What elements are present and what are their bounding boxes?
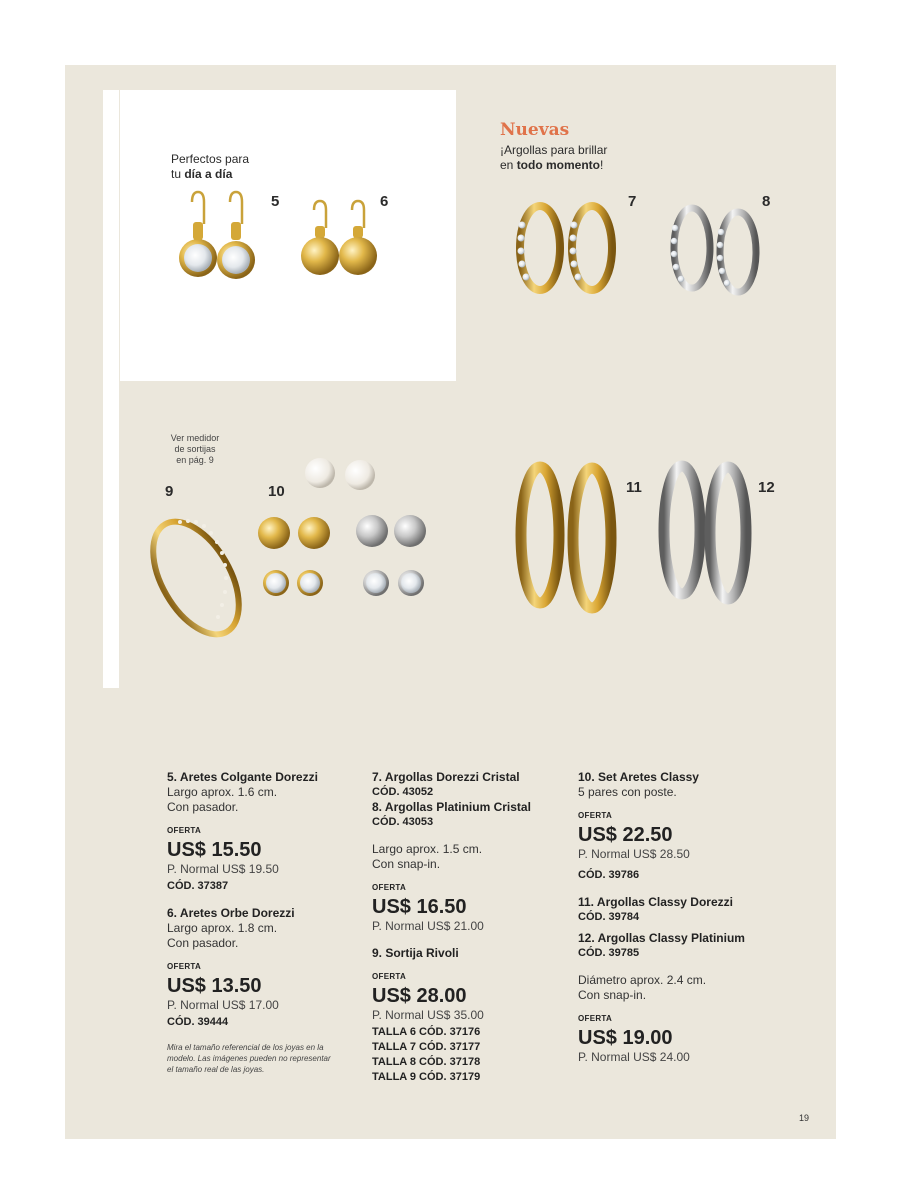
earring-8-pair bbox=[671, 208, 756, 292]
earrings-10-set bbox=[258, 458, 426, 596]
product-number-12: 12 bbox=[758, 479, 775, 496]
earring-7-pair bbox=[518, 206, 613, 290]
product-5-normal-price: P. Normal US$ 19.50 bbox=[167, 862, 279, 876]
panel2-caption bbox=[500, 143, 607, 173]
product-11-12-normal-price: P. Normal US$ 24.00 bbox=[578, 1050, 690, 1064]
product-10-name: 10. Set Aretes Classy bbox=[578, 770, 699, 784]
product-12-code: CÓD. 39785 bbox=[578, 947, 640, 959]
product-6-code: CÓD. 39444 bbox=[167, 1016, 229, 1028]
product-7-code: CÓD. 43052 bbox=[372, 786, 434, 798]
ring-note-line3: en pág. 9 bbox=[176, 455, 214, 465]
ring-note-line1: Ver medidor bbox=[170, 433, 220, 443]
panel1-caption-line2-bold: día a día bbox=[184, 167, 233, 181]
product-7-8-length: Largo aprox. 1.5 cm. bbox=[372, 842, 483, 856]
product-number-9: 9 bbox=[165, 483, 174, 500]
product-5-price: US$ 15.50 bbox=[167, 839, 262, 861]
product-5-name: 5. Aretes Colgante Dorezzi bbox=[167, 770, 318, 784]
product-5-closure: Con pasador. bbox=[167, 800, 239, 814]
earring-5-right bbox=[217, 192, 255, 279]
product-column-2 bbox=[372, 770, 562, 1085]
product-number-8: 8 bbox=[762, 193, 771, 210]
product-number-6: 6 bbox=[380, 193, 389, 210]
panel1-caption-line2-prefix: tu bbox=[171, 167, 185, 181]
earring-6-left bbox=[301, 201, 339, 275]
ring-size-note bbox=[165, 433, 225, 466]
product-number-7: 7 bbox=[628, 193, 637, 210]
earring-12-pair bbox=[664, 466, 746, 599]
earring-5-left bbox=[179, 192, 217, 277]
product-7-8-offer-label: OFERTA bbox=[372, 883, 407, 892]
product-12-name: 12. Argollas Classy Platinium bbox=[578, 931, 745, 945]
product-11-12-price: US$ 19.00 bbox=[578, 1027, 673, 1049]
product-11-12-offer-label: OFERTA bbox=[578, 1014, 613, 1023]
product-7-8-closure: Con snap-in. bbox=[372, 857, 441, 871]
product-9-size8-code: TALLA 8 CÓD. 37178 bbox=[372, 1056, 481, 1068]
product-column-1 bbox=[167, 770, 357, 1075]
product-6-price: US$ 13.50 bbox=[167, 975, 262, 997]
earring-11-pair bbox=[521, 467, 611, 608]
product-11-code: CÓD. 39784 bbox=[578, 911, 640, 923]
product-7-8-price: US$ 16.50 bbox=[372, 896, 467, 918]
product-10-offer-label: OFERTA bbox=[578, 811, 613, 820]
earring-6-right bbox=[339, 201, 377, 275]
size-disclaimer: Mira el tamaño referencial de los joyas en la modelo. Las imágenes pueden no representar el tamaño real de las joyas. bbox=[167, 1043, 331, 1074]
product-number-11: 11 bbox=[626, 479, 642, 496]
panel1-caption-line1: Perfectos para bbox=[171, 152, 250, 166]
product-9-size9-code: TALLA 9 CÓD. 37179 bbox=[372, 1071, 481, 1083]
product-6-offer-label: OFERTA bbox=[167, 962, 202, 971]
product-number-10: 10 bbox=[268, 483, 285, 500]
product-10-desc: 5 pares con poste. bbox=[578, 785, 677, 799]
product-11-12-closure: Con snap-in. bbox=[578, 988, 647, 1002]
panel2-caption-line2-suffix: ! bbox=[600, 158, 604, 172]
product-7-name: 7. Argollas Dorezzi Cristal bbox=[372, 770, 520, 784]
product-number-5: 5 bbox=[271, 193, 280, 210]
product-11-name: 11. Argollas Classy Dorezzi bbox=[578, 895, 733, 909]
product-9-name: 9. Sortija Rivoli bbox=[372, 946, 459, 960]
product-6-normal-price: P. Normal US$ 17.00 bbox=[167, 998, 279, 1012]
product-5-offer-label: OFERTA bbox=[167, 826, 202, 835]
product-10-price: US$ 22.50 bbox=[578, 824, 673, 846]
product-9-offer-label: OFERTA bbox=[372, 972, 407, 981]
product-8-code: CÓD. 43053 bbox=[372, 816, 434, 828]
panel2-caption-line1: ¡Argollas para brillar bbox=[500, 143, 608, 157]
product-6-length: Largo aprox. 1.8 cm. bbox=[167, 921, 278, 935]
ring-note-line2: de sortijas bbox=[174, 444, 216, 454]
product-8-name: 8. Argollas Platinium Cristal bbox=[372, 800, 531, 814]
product-9-size6-code: TALLA 6 CÓD. 37176 bbox=[372, 1026, 481, 1038]
ring-9 bbox=[136, 507, 257, 648]
product-10-normal-price: P. Normal US$ 28.50 bbox=[578, 847, 690, 861]
product-5-length: Largo aprox. 1.6 cm. bbox=[167, 785, 278, 799]
panel2-caption-line2-bold: todo momento bbox=[516, 158, 601, 172]
product-11-12-diameter: Diámetro aprox. 2.4 cm. bbox=[578, 973, 707, 987]
product-10-code: CÓD. 39786 bbox=[578, 869, 640, 881]
page-number: 19 bbox=[799, 1113, 810, 1123]
product-6-name: 6. Aretes Orbe Dorezzi bbox=[167, 906, 295, 920]
product-9-price: US$ 28.00 bbox=[372, 985, 467, 1007]
product-6-closure: Con pasador. bbox=[167, 936, 239, 950]
product-5-code: CÓD. 37387 bbox=[167, 880, 229, 892]
panel2-caption-line2-prefix: en bbox=[500, 158, 517, 172]
product-column-3 bbox=[578, 770, 778, 1065]
product-9-normal-price: P. Normal US$ 35.00 bbox=[372, 1008, 484, 1022]
product-9-size7-code: TALLA 7 CÓD. 37177 bbox=[372, 1041, 481, 1053]
new-products-headline: Nuevas bbox=[500, 120, 570, 140]
product-7-8-normal-price: P. Normal US$ 21.00 bbox=[372, 919, 484, 933]
